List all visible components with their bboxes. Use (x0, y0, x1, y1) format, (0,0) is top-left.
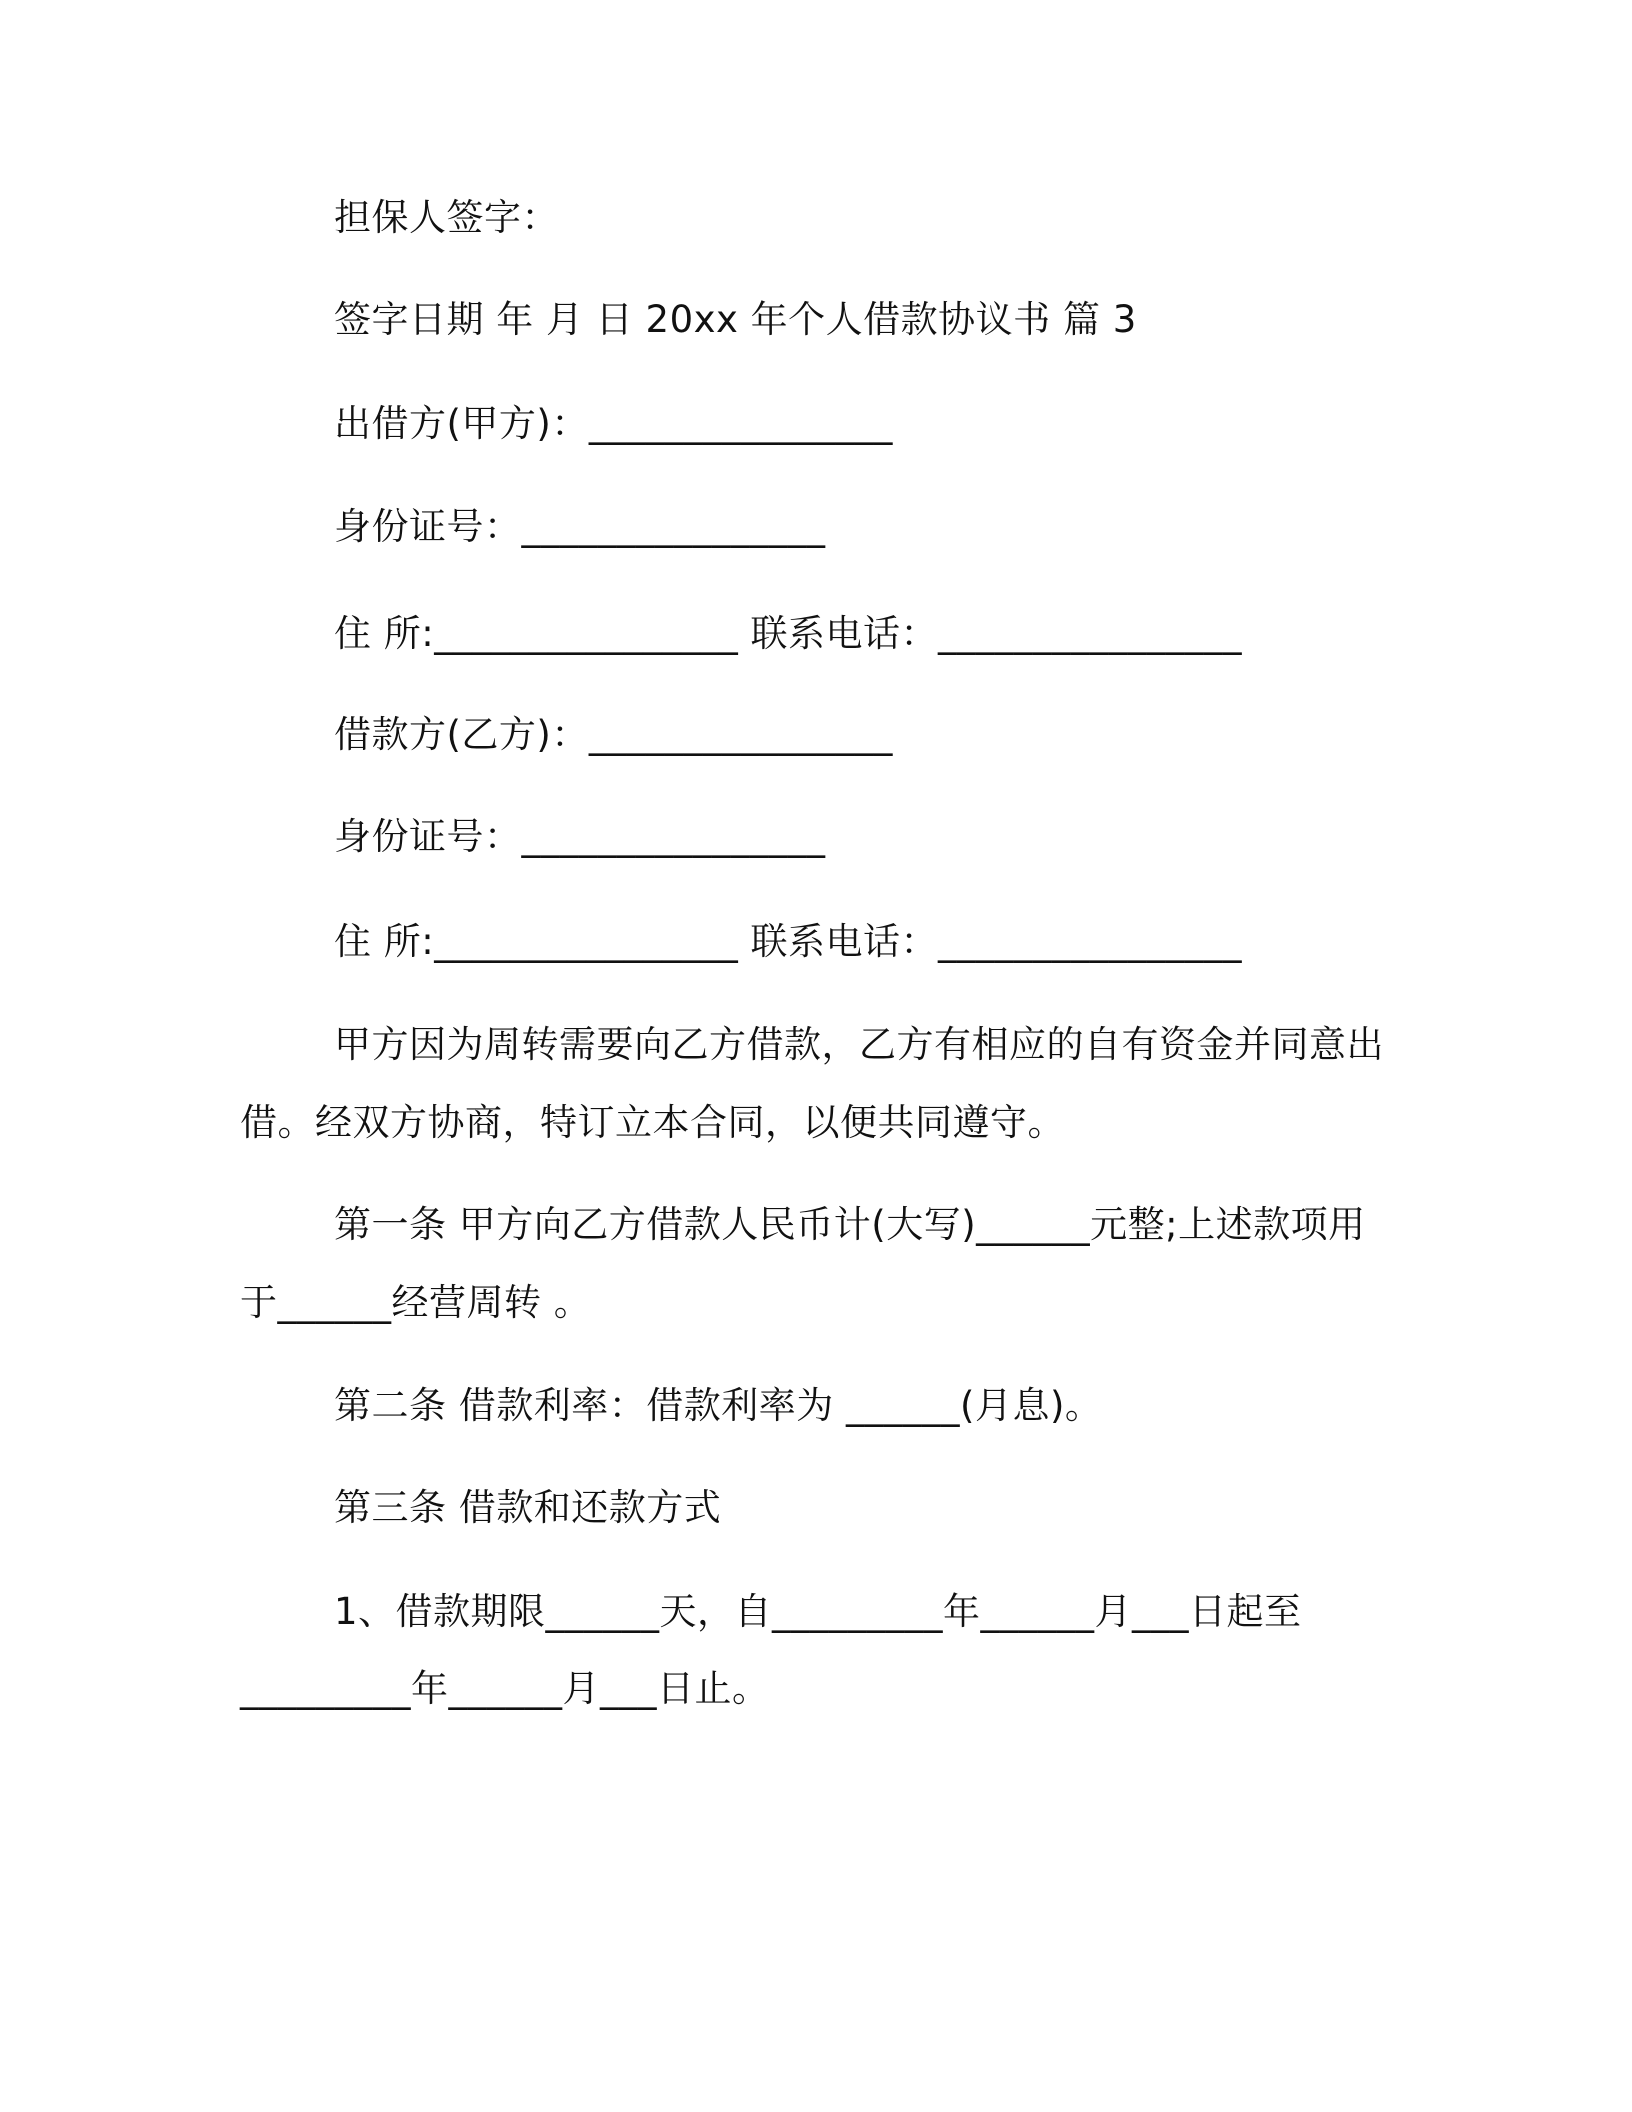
loan-term-line-1: 1、借款期限______天，自_________年______月___日起至 (334, 1590, 1302, 1633)
article-2-line: 第二条 借款利率：借款利率为 ______(月息)。 (334, 1384, 1103, 1427)
loan-term-line-2: _________年______月___日止。 (240, 1667, 770, 1710)
guarantor-signature-line: 担保人签字： (334, 196, 559, 239)
lender-address-phone-line: 住 所:________________ 联系电话：________________ (334, 612, 1242, 655)
article-1-line-2: 于______经营周转 。 (240, 1281, 592, 1324)
article-3-heading: 第三条 借款和还款方式 (334, 1486, 722, 1529)
signature-date-heading: 签字日期 年 月 日 20xx 年个人借款协议书 篇 3 (334, 298, 1137, 341)
preamble-line-2: 借。经双方协商，特订立本合同，以便共同遵守。 (240, 1101, 1065, 1144)
borrower-name-line: 借款方(乙方)：________________ (334, 713, 893, 756)
lender-name-line: 出借方(甲方)：________________ (334, 402, 893, 445)
preamble-line-1: 甲方因为周转需要向乙方借款，乙方有相应的自有资金并同意出 (334, 1023, 1384, 1066)
article-1-line-1: 第一条 甲方向乙方借款人民币计(大写)______元整;上述款项用 (334, 1203, 1366, 1246)
lender-id-line: 身份证号：________________ (334, 505, 826, 548)
borrower-id-line: 身份证号：________________ (334, 815, 826, 858)
borrower-address-phone-line: 住 所:________________ 联系电话：________________ (334, 920, 1242, 963)
